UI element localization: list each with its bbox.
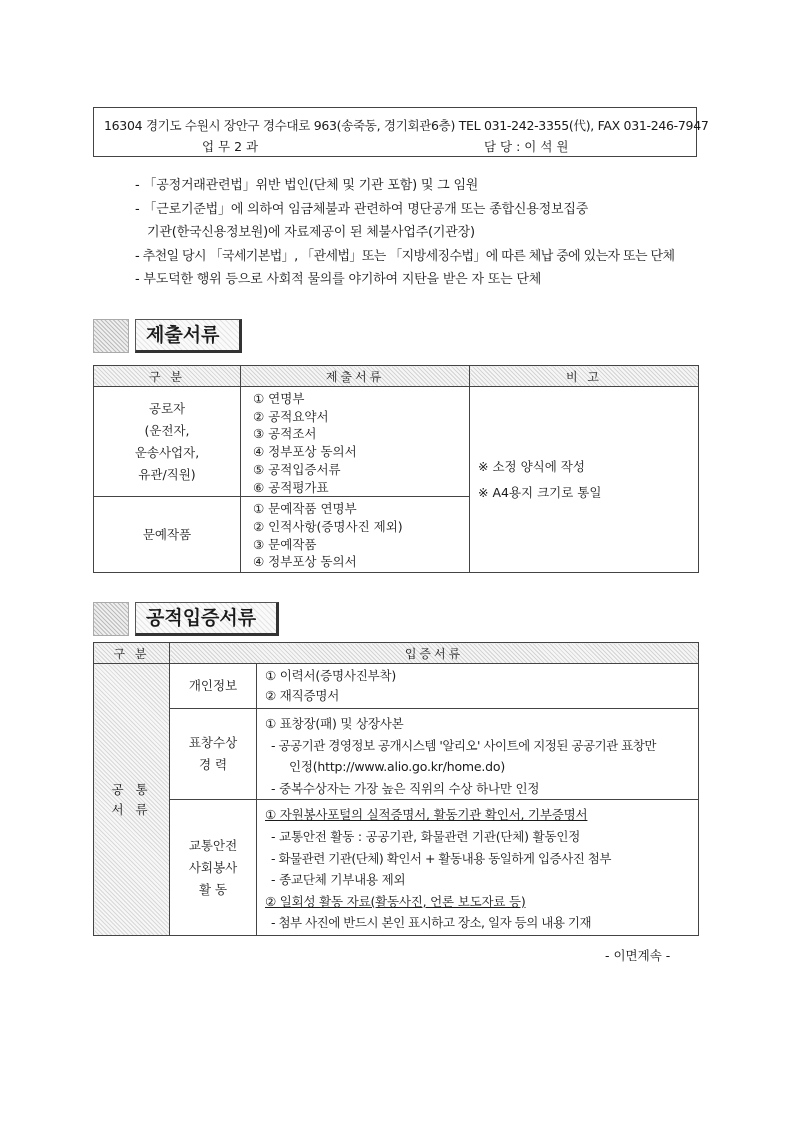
- table-row: [94, 800, 699, 936]
- items-cell: ① 이력서(증명사진부착) ② 재직증명서: [257, 664, 699, 709]
- list-item: - 「공정거래관련법」위반 법인(단체 및 기관 포함) 및 그 임원: [135, 178, 479, 193]
- section-title: 공적입증서류: [135, 602, 279, 636]
- contact-label: 담 당 : 이 석 원: [484, 139, 569, 154]
- column-header: 구 분: [94, 643, 170, 664]
- category-cell: 공로자 (운전자, 운송사업자, 유관/직원): [94, 387, 241, 497]
- remarks-cell: ※ 소정 양식에 작성 ※ A4용지 크기로 통일: [470, 387, 699, 573]
- category-cell: 표창수상 경 력: [170, 709, 257, 800]
- category-cell: 문예작품: [94, 497, 241, 573]
- list-item: - 부도덕한 행위 등으로 사회적 물의를 야기하여 지탄을 받은 자 또는 단체: [135, 272, 542, 287]
- documents-cell: ① 문예작품 연명부 ② 인적사항(증명사진 제외) ③ 문예작품 ④ 정부포상 동의서: [241, 497, 470, 573]
- list-item: - 추천일 당시 「국세기본법」, 「관세법」또는 「지방세징수법」에 따른 체납 중에 있는자 또는 단체: [135, 248, 675, 264]
- column-header: 입증서류: [170, 643, 699, 664]
- address-line: 16304 경기도 수원시 장안구 경수대로 963(송죽동, 경기회관6층) TEL 031-242-3355(代), FAX 031-246-7947: [104, 118, 709, 133]
- section-heading-submission: [93, 319, 268, 355]
- column-header: 비 고: [470, 366, 699, 387]
- group-label-cell: 공 통 서 류: [94, 664, 170, 936]
- category-cell: 교통안전 사회봉사 활 동: [170, 800, 257, 936]
- continued-note: - 이면계속 -: [605, 948, 671, 963]
- column-header: 제출서류: [241, 366, 470, 387]
- section-title: 제출서류: [135, 319, 242, 353]
- section-heading-evidence: [93, 602, 303, 638]
- items-cell: ① 표창장(패) 및 상장사본 - 공공기관 경영정보 공개시스템 '알리오' 사이트에 지정된 공공기관 표창만 인정(http://www.alio.go.kr/home.do) - 중복수상자는 가장 높은 직위의 수상 하나만 인정: [257, 709, 699, 800]
- category-cell: 개인정보: [170, 664, 257, 709]
- submission-table: [93, 365, 699, 573]
- eligibility-exclusion-list: [135, 174, 695, 292]
- list-item: 기관(한국신용정보원)에 자료제공이 된 체불사업주(기관장): [147, 225, 475, 240]
- department-label: 업 무 2 과: [202, 139, 259, 154]
- address-box: [93, 107, 709, 157]
- column-header: 구 분: [94, 366, 241, 387]
- table-row: [94, 387, 699, 497]
- documents-cell: ① 연명부 ② 공적요약서 ③ 공적조서 ④ 정부포상 동의서 ⑤ 공적입증서류 ⑥ 공적평가표: [241, 387, 470, 497]
- list-item: - 「근로기준법」에 의하여 임금체불과 관련하여 명단공개 또는 종합신용정보집중: [135, 201, 589, 217]
- evidence-table: [93, 642, 699, 936]
- table-row: [94, 664, 699, 709]
- table-row: [94, 709, 699, 800]
- items-cell: ① 자원봉사포털의 실적증명서, 활동기관 확인서, 기부증명서 - 교통안전 활동 : 공공기관, 화물관련 기관(단체) 활동인정 - 화물관련 기관(단체) 확인서 + 활동내용 동일하게 입증사진 첨부 - 종교단체 기부내용 제외 ② 일회성 활동 자료(활동사진, 언론 보도자료 등) - 첨부 사진에 반드시 본인 표시하고 장소, 일자 등의 내용 기재: [257, 800, 699, 936]
